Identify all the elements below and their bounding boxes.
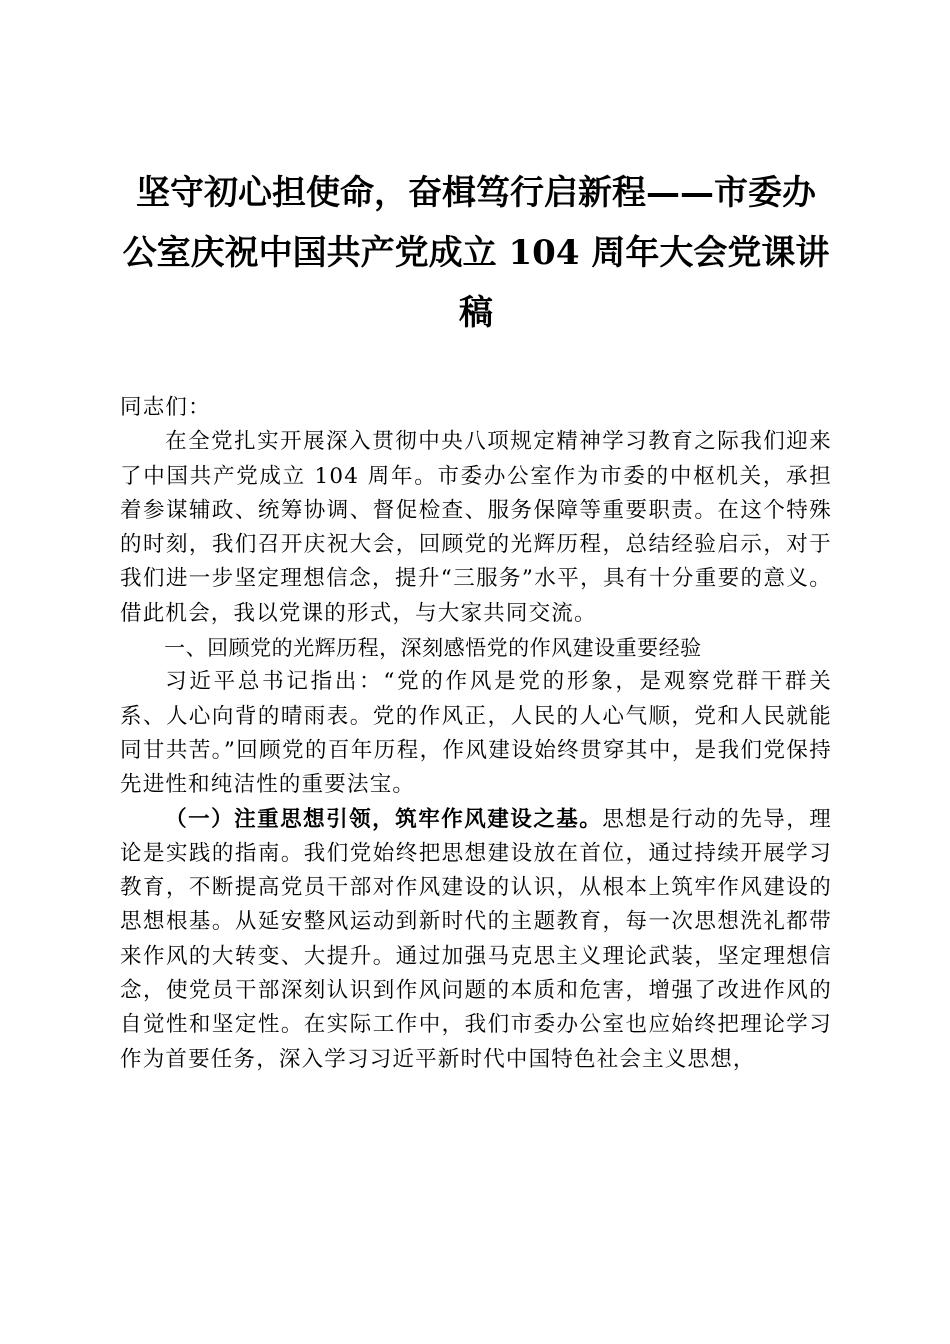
subsection-1-paragraph bbox=[120, 803, 832, 1077]
section-heading-1: 一、回顾党的光辉历程，深刻感悟党的作风建设重要经验 bbox=[164, 636, 702, 661]
document-body bbox=[120, 391, 832, 1077]
document-page bbox=[120, 163, 832, 1077]
document-title bbox=[120, 163, 832, 343]
title-line-2: 公室庆祝中国共产党成立 104 周年大会党课讲 bbox=[122, 233, 830, 273]
title-line-1: 坚守初心担使命，奋楫笃行启新程——市委办 bbox=[136, 173, 816, 213]
salutation: 同志们： bbox=[120, 395, 211, 420]
section-1-intro-paragraph: 习近平总书记指出：“党的作风是党的形象，是观察党群干群关系、人心向背的晴雨表。党的作风正，人民的人心气顺，党和人民就能同甘共苦。”回顾党的百年历程，作风建设始终贯穿其中，是我们党保持先进性和纯洁性的重要法宝。 bbox=[120, 669, 832, 798]
intro-paragraph: 在全党扎实开展深入贯彻中央八项规定精神学习教育之际我们迎来了中国共产党成立 104 周年。市委办公室作为市委的中枢机关，承担着参谋辅政、统筹协调、督促检查、服务保障等重要职责。在这个特殊的时刻，我们召开庆祝大会，回顾党的光辉历程，总结经验启示，对于我们进一步坚定理想信念，提升“三服务”水平，具有十分重要的意义。借此机会，我以党课的形式，与大家共同交流。 bbox=[120, 429, 832, 626]
subsection-1-lead: （一）注重思想引领，筑牢作风建设之基。 bbox=[165, 806, 603, 832]
subsection-1-body: 思想是行动的先导，理论是实践的指南。我们党始终把思想建设放在首位，通过持续开展学习教育，不断提高党员干部对作风建设的认识，从根本上筑牢作风建设的思想根基。从延安整风运动到新时代的主题教育，每一次思想洗礼都带来作风的大转变、大提升。通过加强马克思主义理论武装，坚定理想信念，使党员干部深刻认识到作风问题的本质和危害，增强了改进作风的自觉性和坚定性。在实际工作中，我们市委办公室也应始终把理论学习作为首要任务，深入学习习近平新时代中国特色社会主义思想， bbox=[120, 806, 832, 1072]
title-line-3: 稿 bbox=[459, 293, 493, 333]
